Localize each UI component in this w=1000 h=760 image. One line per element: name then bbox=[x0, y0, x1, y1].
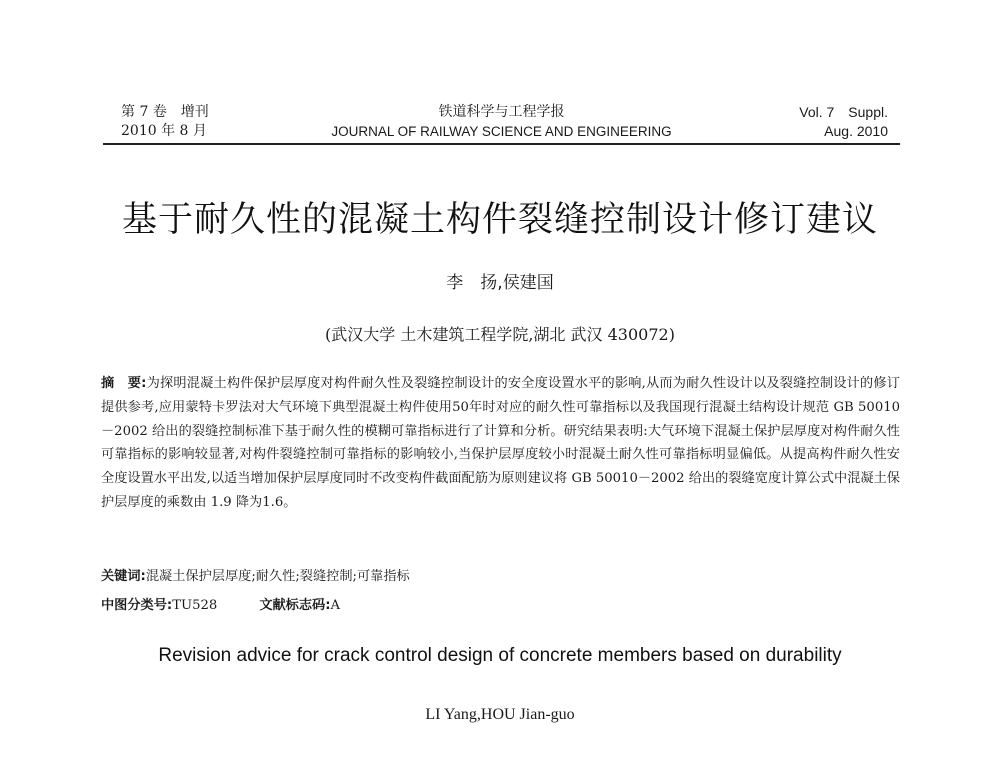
abstract-text: 为探明混凝土构件保护层厚度对构件耐久性及裂缝控制设计的安全度设置水平的影响,从而为耐久性设计以及裂缝控制设计的修订提供参考,应用蒙特卡罗法对大气环境下典型混凝土构件使用50年时对应的耐久性可靠指标以及我国现行混凝土结构设计规范 GB 50010－2002 给出的裂缝控制标准下基于耐久性的模糊可靠指标进行了计算和分析。研究结果表明:大气环境下混凝土保护层厚度对构件耐久性可靠指标的影响较显著,对构件裂缝控制可靠指标的影响较小,当保护层厚度较小时混凝土耐久性可靠指标明显偏低。从提高构件耐久性安全度设置水平出发,以适当增加保护层厚度同时不改变构件截面配筋为原则建议将 GB 50010－2002 给出的裂缝宽度计算公式中混凝土保护层厚度的乘数由 1.9 降为1.6。 bbox=[101, 376, 901, 510]
doc-code-value: A bbox=[330, 598, 341, 613]
volume-issue-en: Vol. 7 Suppl. bbox=[799, 104, 888, 120]
volume-info-en bbox=[799, 103, 888, 141]
volume-issue: 第 7 卷 增刊 bbox=[121, 104, 209, 120]
keywords-label: 关键词: bbox=[101, 569, 146, 584]
keywords bbox=[101, 565, 410, 584]
journal-header bbox=[103, 99, 900, 145]
journal-name-cn: 铁道科学与工程学报 bbox=[438, 104, 565, 120]
english-title: Revision advice for crack control design of concrete members based on durability bbox=[158, 645, 842, 666]
journal-name-en: JOURNAL OF RAILWAY SCIENCE AND ENGINEERING bbox=[331, 124, 672, 139]
english-authors: LI Yang,HOU Jian-guo bbox=[425, 706, 575, 723]
clc-value: TU528 bbox=[172, 598, 218, 613]
abstract bbox=[101, 372, 900, 515]
publication-date-en: Aug. 2010 bbox=[824, 123, 888, 139]
classification bbox=[101, 594, 340, 613]
doc-code-label: 文献标志码: bbox=[259, 598, 331, 613]
paper-authors: 李 扬,侯建国 bbox=[446, 273, 554, 293]
clc-label: 中图分类号: bbox=[101, 598, 173, 613]
journal-name bbox=[103, 103, 900, 141]
publication-date: 2010 年 8 月 bbox=[121, 123, 207, 139]
paper-title: 基于耐久性的混凝土构件裂缝控制设计修订建议 bbox=[121, 200, 878, 240]
abstract-label: 摘 要: bbox=[101, 376, 147, 391]
keywords-text: 混凝土保护层厚度;耐久性;裂缝控制;可靠指标 bbox=[145, 569, 410, 584]
author-affiliation: (武汉大学 土木建筑工程学院,湖北 武汉 430072) bbox=[325, 325, 675, 344]
